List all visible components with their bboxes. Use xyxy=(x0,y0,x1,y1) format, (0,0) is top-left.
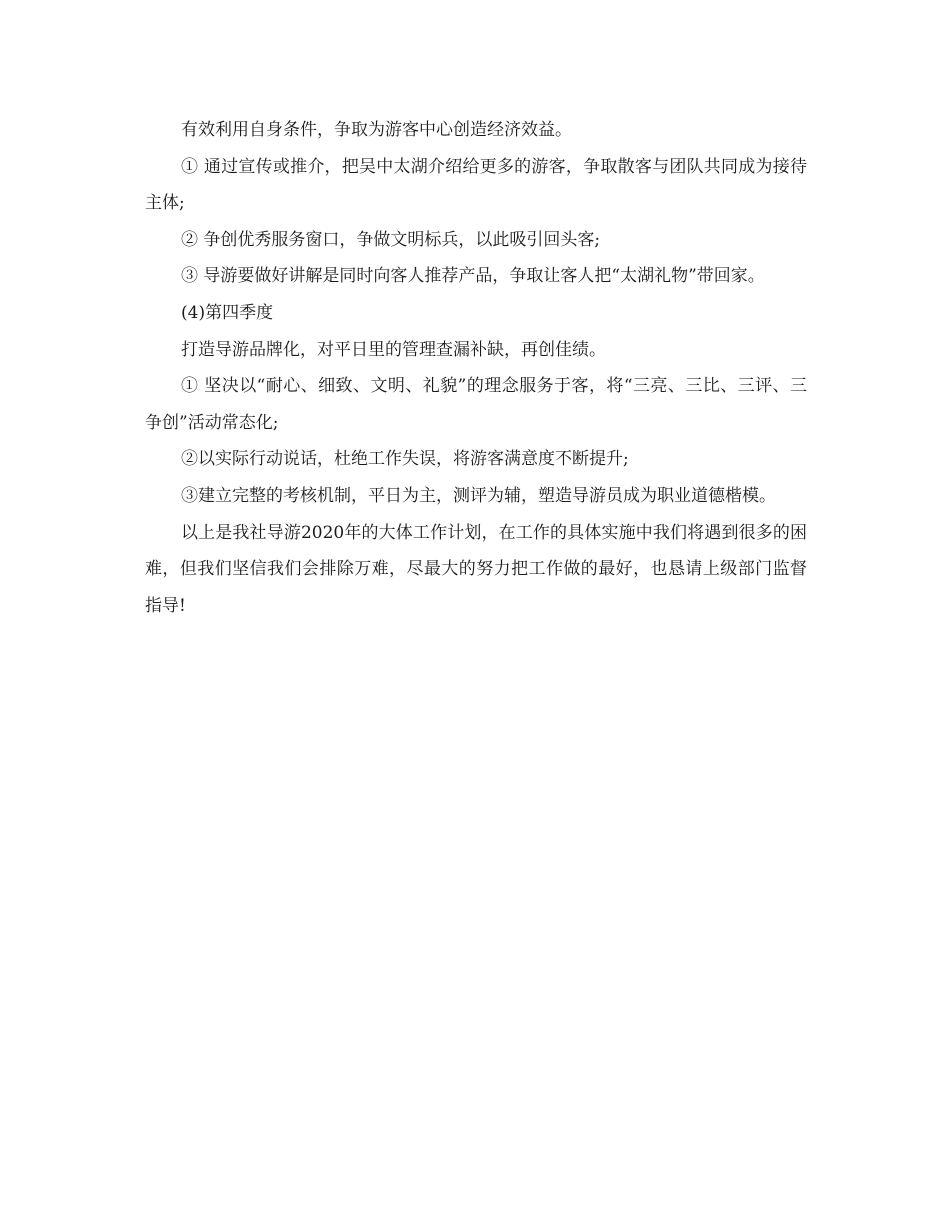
paragraph-brand-building: 打造导游品牌化，对平日里的管理查漏补缺，再创佳绩。 xyxy=(181,339,606,360)
document-body xyxy=(145,112,807,624)
paragraph-item-service-philosophy: ① 坚决以“耐心、细致、文明、礼貌”的理念服务于客，将“三亮、三比、三评、三争创”活动常态化; xyxy=(145,376,807,433)
paragraph-item-service-window: ② 争创优秀服务窗口，争做文明标兵，以此吸引回头客; xyxy=(181,229,601,250)
paragraph-item-promotion: ① 通过宣传或推介，把吴中太湖介绍给更多的游客，争取散客与团队共同成为接待主体; xyxy=(145,156,807,214)
section-heading-fourth-quarter: (4)第四季度 xyxy=(181,302,274,323)
paragraph-item-action: ②以实际行动说话，杜绝工作失误，将游客满意度不断提升; xyxy=(181,449,629,470)
paragraph-conclusion: 以上是我社导游2020年的大体工作计划，在工作的具体实施中我们将遇到很多的困难，但我们坚信我们会排除万难，尽最大的努力把工作做的最好，也恳请上级部门监督指导! xyxy=(145,522,807,616)
paragraph-item-recommend-products: ③ 导游要做好讲解是同时向客人推荐产品，争取让客人把“太湖礼物”带回家。 xyxy=(181,266,765,287)
paragraph-economic-benefit: 有效利用自身条件，争取为游客中心创造经济效益。 xyxy=(181,120,572,140)
paragraph-item-assessment: ③建立完整的考核机制，平日为主，测评为辅，塑造导游员成为职业道德楷模。 xyxy=(181,485,776,506)
